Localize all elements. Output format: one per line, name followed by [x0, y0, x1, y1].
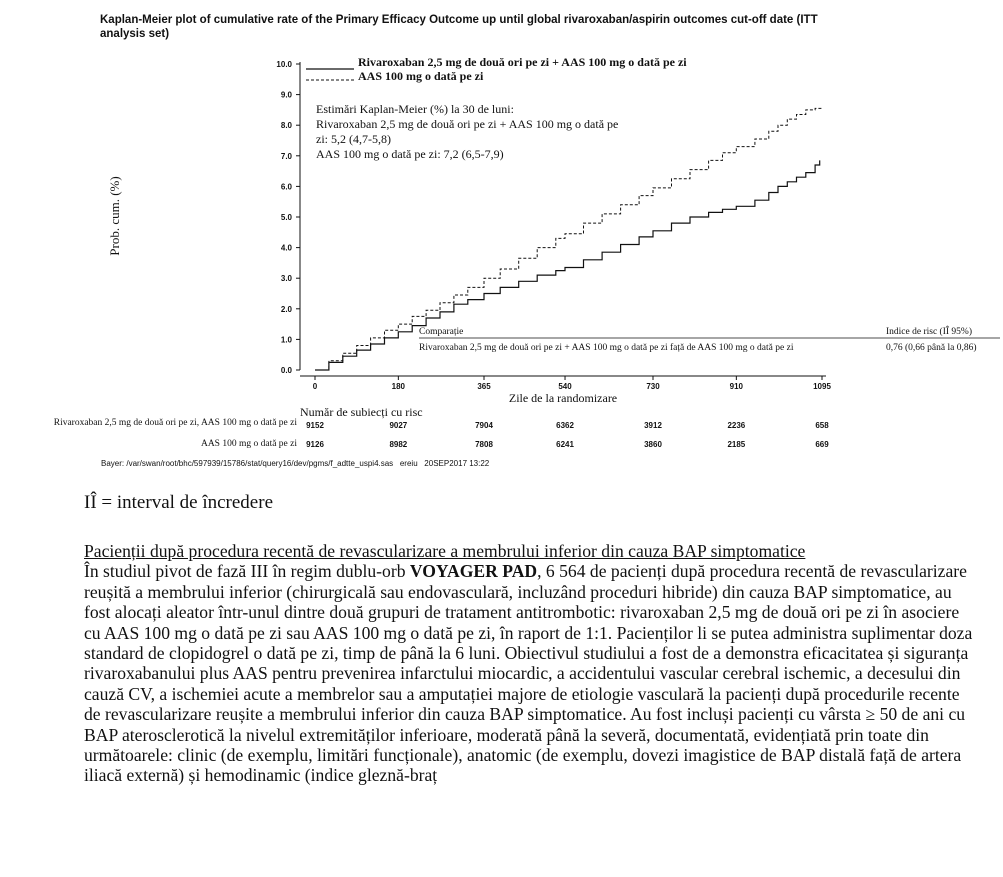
y-tick-label: 4.0 — [280, 243, 292, 253]
km-estimates-line-3: AAS 100 mg o dată pe zi: 7,2 (6,5-7,9) — [316, 147, 504, 161]
y-tick-label: 7.0 — [280, 151, 292, 161]
legend-series-1: Rivaroxaban 2,5 mg de două ori pe zi + AAS 100 mg o dată pe zi — [358, 55, 687, 69]
risk-count: 7904 — [475, 421, 493, 430]
y-tick-label: 0.0 — [280, 366, 292, 375]
y-axis-label: Prob. cum. (%) — [107, 176, 122, 256]
comparison-row: Rivaroxaban 2,5 mg de două ori pe zi + AAS 100 mg o dată pe zi față de AAS 100 mg o dată pe zi — [419, 343, 794, 353]
risk-count: 8982 — [389, 440, 408, 449]
comparison-table — [419, 325, 1000, 353]
y-tick-label: 8.0 — [280, 121, 292, 131]
risk-count: 6362 — [556, 421, 574, 430]
study-name: VOYAGER PAD — [409, 561, 538, 582]
risk-count: 9027 — [389, 421, 408, 430]
y-ticks — [276, 60, 300, 375]
x-tick-label: 910 — [729, 382, 744, 391]
source-note: Bayer: /var/swan/root/bhc/597939/15786/stat/query16/dev/pgms/f_adtte_uspi4.sas ereiu 20SEP2017 13:22 — [101, 459, 490, 468]
y-tick-label: 9.0 — [280, 90, 292, 100]
x-axis-label: Zile de la randomizare — [508, 391, 618, 405]
chart-title: Kaplan-Meier plot of cumulative rate of the Primary Efficacy Outcome up until global rivaroxaban/aspirin outcomes cut-off date (ITT analysis set) — [100, 14, 818, 40]
y-tick-label: 2.0 — [280, 304, 292, 314]
x-ticks — [313, 376, 832, 391]
x-tick-label: 180 — [391, 382, 406, 391]
risk-count: 2236 — [727, 421, 746, 430]
section-body-rest: , 6 564 de pacienți după procedura recentă de revascularizare reușită a membrului inferior (chirurgicală sau endovasculară, incluzând proceduri hibride) din cauza BAP simptomatice, au fost alocați aleator într-unul dintre două grupuri de tratament antitrombotic: rivaroxaban 2,5 mg de două ori pe zi în asociere cu AAS 100 mg o dată pe zi sau AAS 100 mg o dată pe zi, în raport de 1:1. Pacienților li se putea administra suplimentar doza standard de clopidogrel o dată pe zi, timp de până la 6 luni. Obiectivul studiului a fost de a demonstra eficacitatea și siguranța rivaroxabanului plus AAS pentru prevenirea infarctului miocardic, a accidentului vascular cerebral ischemic, a decesului din cauză CV, a ischemiei acute a membrelor sau a amputației majore de etiologie vasculară la pacienți după procedurile recente de revascularizare reușite a membrului inferior din cauza BAP simptomatice. Au fost incluși pacienți cu vârsta ≥ 50 de ani cu BAP aterosclerotică la nivelul extremităților inferioare, moderată până la severă, documentată, evidențiată prin toate din următoarele: clinic (de exemplu, limitări funcționale), anatomic (de exemplu, dovezi imagistice de BAP distală față de artera iliacă externă) și hemodinamic (indice gleznă-braț — [84, 561, 973, 786]
y-tick-label: 6.0 — [280, 182, 292, 192]
risk-count: 3860 — [644, 440, 662, 449]
x-tick-label: 730 — [646, 382, 660, 391]
km-estimates-line-2: zi: 5,2 (4,7-5,8) — [316, 132, 391, 146]
km-estimates — [316, 102, 618, 161]
footnote: IÎ = interval de încredere — [84, 492, 273, 513]
risk-row-label-2: AAS 100 mg o dată pe zi — [200, 439, 297, 449]
hazard-ratio-header: Indice de risc (IÎ 95%) — [886, 327, 972, 337]
risk-row-label-1: Rivaroxaban 2,5 mg de două ori pe zi, AAS 100 mg o dată pe zi — [53, 418, 297, 428]
comparison-header: Comparație — [419, 327, 464, 337]
risk-table-title: Număr de subiecți cu risc — [300, 405, 423, 419]
y-tick-label: 1.0 — [280, 335, 292, 345]
risk-table — [54, 405, 829, 449]
section-body — [84, 561, 974, 785]
x-tick-label: 540 — [558, 382, 572, 391]
y-tick-label: 5.0 — [280, 213, 292, 222]
series-line-rivaroxaban-aas — [315, 160, 820, 370]
risk-count: 7808 — [475, 440, 493, 449]
section-body-intro: În studiul pivot de fază III în regim dublu-orb — [84, 561, 410, 582]
km-estimates-heading: Estimări Kaplan-Meier (%) la 30 de luni: — [316, 102, 514, 116]
section — [84, 541, 974, 786]
risk-row-values-1 — [306, 421, 829, 430]
risk-count: 2185 — [727, 440, 746, 449]
risk-count: 9152 — [306, 421, 324, 430]
x-tick-label: 0 — [312, 382, 318, 391]
risk-row-values-2 — [306, 440, 829, 449]
y-tick-label: 3.0 — [280, 274, 292, 284]
legend-series-2: AAS 100 mg o dată pe zi — [358, 69, 484, 83]
risk-count: 658 — [815, 421, 829, 430]
risk-count: 669 — [815, 440, 829, 449]
risk-count: 6241 — [556, 440, 574, 449]
risk-count: 3912 — [644, 421, 662, 430]
hazard-ratio-value: 0,76 (0,66 până la 0,86) — [886, 343, 977, 353]
x-tick-label: 1095 — [813, 382, 831, 391]
risk-count: 9126 — [306, 440, 324, 449]
x-tick-label: 365 — [477, 382, 491, 391]
km-estimates-line-1: Rivaroxaban 2,5 mg de două ori pe zi + AAS 100 mg o dată pe — [316, 117, 619, 131]
section-heading: Pacienții după procedura recentă de revascularizare a membrului inferior din cauza BAP simptomatice — [84, 541, 806, 561]
y-tick-label: 10.0 — [276, 60, 292, 69]
